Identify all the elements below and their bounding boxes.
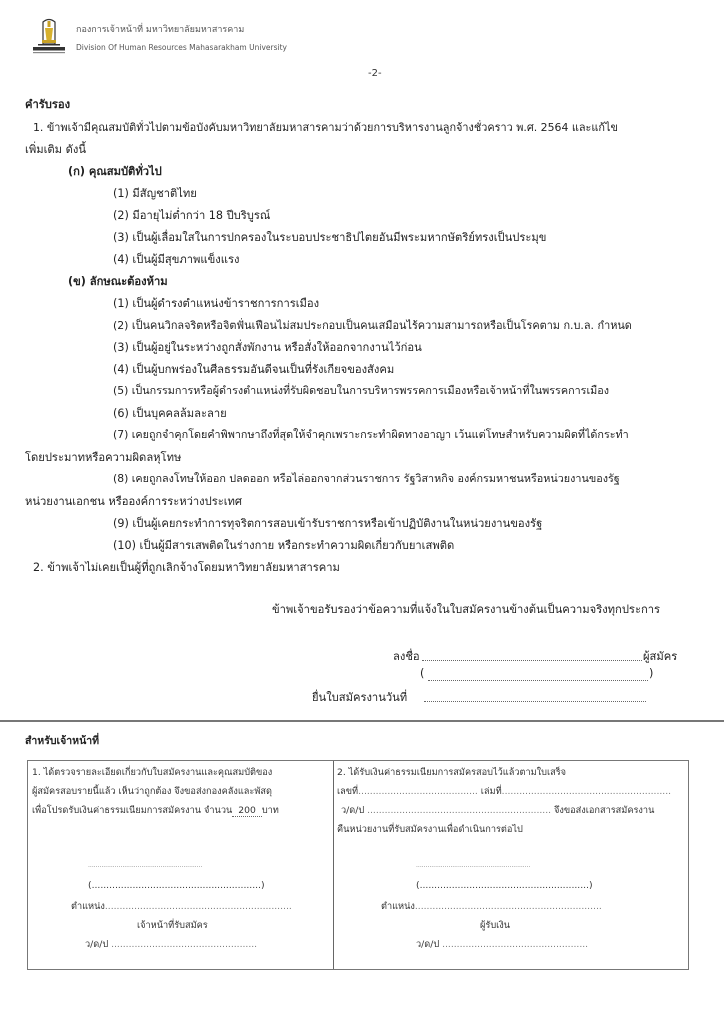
date-label: ว/ด/ป (416, 939, 440, 950)
general-qualifications-heading: (ก) คุณสมบัติทั่วไป (68, 165, 162, 178)
submission-date-label: ยื่นใบสมัครงานวันที่ (312, 691, 408, 704)
receipt-no-dots[interactable]: ......................................... (358, 786, 478, 797)
receiver-signature-dots[interactable]: ............................................................ (416, 862, 531, 869)
left-cell-line: 1. ได้ตรวจรายละเอียดเกี่ยวกับใบสมัครงานและคุณสมบัติของ (32, 767, 273, 778)
prohibited-item: (1) เป็นผู้ดำรงตำแหน่งข้าราชการการเมือง (113, 297, 320, 310)
date-label: ว/ด/ป (341, 805, 365, 816)
receiver-name-line[interactable]: (..........................................................) (416, 880, 593, 891)
right-cell-line: 2. ได้รับเงินค่าธรรมเนียมการสมัครสอบไว้แล้วตามใบเสร็จ (337, 767, 567, 778)
baht-label: บาท (261, 805, 279, 816)
receiver-role: ผู้รับเงิน (480, 920, 511, 931)
prohibited-item-cont: โดยประมาทหรือความผิดลหุโทษ (25, 451, 182, 464)
general-item: (3) เป็นผู้เลื่อมใสในการปกครองในระบอบประชาธิปไตยอันมีพระมหากษัตริย์ทรงเป็นประมุข (113, 231, 547, 244)
org-name-thai: กองการเจ้าหน้าที่ มหาวิทยาลัยมหาสารคาม (76, 25, 245, 35)
date-label: ว/ด/ป (85, 939, 109, 950)
prohibited-item: (8) เคยถูกลงโทษให้ออก ปลดออก หรือไล่ออกจากส่วนราชการ รัฐวิสาหกิจ องค์กรมหาชนหรือหน่วยงานของรัฐ (113, 472, 620, 485)
certification-item-1: 1. ข้าพเจ้ามีคุณสมบัติทั่วไปตามข้อบังคับมหาวิทยาลัยมหาสารคามว่าด้วยการบริหารงานลูกจ้างชั่วคราว พ.ศ. 2564 และแก้ไข (33, 121, 618, 134)
date-dots[interactable]: .................................................. (442, 939, 589, 950)
fee-text: เพื่อโปรดรับเงินค่าธรรมเนียมการสมัครงาน จำนวน (32, 805, 233, 816)
position-dots[interactable]: ................................................................ (104, 901, 292, 912)
name-open-paren: ( (420, 667, 425, 680)
staff-signature-dots[interactable]: ............................................................ (88, 862, 203, 869)
section-divider (0, 720, 724, 722)
position-label: ตำแหน่ง (381, 901, 415, 912)
prohibited-item: (3) เป็นผู้อยู่ในระหว่างถูกสั่งพักงาน หรือสั่งให้ออกจากงานไว้ก่อน (113, 341, 422, 354)
prohibited-heading: (ข) ลักษณะต้องห้าม (68, 275, 168, 288)
staff-role: เจ้าหน้าที่รับสมัคร (137, 920, 208, 931)
applicant-label: ผู้สมัคร (643, 650, 678, 663)
date-dots[interactable]: .................................................. (111, 939, 258, 950)
general-item: (4) เป็นผู้มีสุขภาพแข็งแรง (113, 253, 240, 266)
printed-name-field[interactable] (428, 680, 648, 681)
certification-title: คำรับรอง (25, 98, 71, 111)
prohibited-item: (9) เป็นผู้เคยกระทำการทุจริตการสอบเข้ารับราชการหรือเข้าปฏิบัติงานในหน่วยงานของรัฐ (113, 517, 543, 530)
prohibited-item: (7) เคยถูกจำคุกโดยคำพิพากษาถึงที่สุดให้จำคุกเพราะกระทำผิดทางอาญา เว้นแต่โทษสำหรับความผิดที่ได้กระทำ (113, 428, 629, 441)
certification-item-1-cont: เพิ่มเติม ดังนี้ (25, 143, 86, 156)
left-cell-line: ผู้สมัครสอบรายนี้แล้ว เห็นว่าถูกต้อง จึงขอส่งกองคลังและพัสดุ (32, 786, 272, 797)
official-use-title: สำหรับเจ้าหน้าที่ (25, 735, 100, 747)
prohibited-item: (2) เป็นคนวิกลจริตหรือจิตฟั่นเฟือนไม่สมประกอบเป็นคนเสมือนไร้ความสามารถหรือเป็นโรคตาม ก.บ.ล. กำหนด (113, 319, 632, 332)
book-no-label: เล่มที่ (480, 786, 502, 797)
org-name-english: Division Of Human Resources Mahasarakham University (76, 43, 287, 52)
return-docs-text: จึงขอส่งเอกสารสมัครงาน (554, 805, 655, 816)
right-cell-line: คืนหน่วยงานที่รับสมัครงานเพื่อดำเนินการต่อไป (337, 824, 523, 835)
prohibited-item: (6) เป็นบุคคลล้มละลาย (113, 407, 227, 420)
receipt-no-label: เลขที่ (337, 786, 359, 797)
book-no-dots[interactable]: .......................................................... (501, 786, 672, 797)
submission-date-field[interactable] (424, 701, 646, 702)
sign-label: ลงชื่อ (393, 650, 420, 663)
staff-name-line[interactable]: (..........................................................) (88, 880, 265, 891)
left-cell-line (32, 803, 279, 818)
prohibited-item: (10) เป็นผู้มีสารเสพติดในร่างกาย หรือกระทำความผิดเกี่ยวกับยาเสพติด (113, 539, 455, 552)
prohibited-item: (5) เป็นกรรมการหรือผู้ดำรงตำแหน่งที่รับผิดชอบในการบริหารพรรคการเมืองหรือเจ้าหน้าที่ในพรรคการเมือง (113, 384, 610, 397)
signature-field[interactable] (422, 660, 642, 661)
position-label: ตำแหน่ง (71, 901, 105, 912)
page-number: -2- (368, 68, 382, 79)
date-dots[interactable]: ............................................................... (367, 805, 552, 816)
table-divider (333, 761, 334, 969)
position-dots[interactable]: ................................................................ (414, 901, 602, 912)
fee-amount[interactable]: 200 (232, 805, 262, 817)
prohibited-item: (4) เป็นผู้บกพร่องในศีลธรรมอันดีจนเป็นที่รังเกียจของสังคม (113, 363, 395, 376)
general-item: (1) มีสัญชาติไทย (113, 187, 197, 200)
prohibited-item-cont: หน่วยงานเอกชน หรือองค์การระหว่างประเทศ (25, 495, 243, 508)
general-item: (2) มีอายุไม่ต่ำกว่า 18 ปีบริบูรณ์ (113, 209, 271, 222)
certification-statement: ข้าพเจ้าขอรับรองว่าข้อความที่แจ้งในใบสมัครงานข้างต้นเป็นความจริงทุกประการ (272, 603, 661, 616)
certification-item-2: 2. ข้าพเจ้าไม่เคยเป็นผู้ที่ถูกเลิกจ้างโดยมหาวิทยาลัยมหาสารคาม (33, 561, 340, 574)
university-logo-icon (30, 18, 68, 58)
name-close-paren: ) (649, 667, 654, 680)
